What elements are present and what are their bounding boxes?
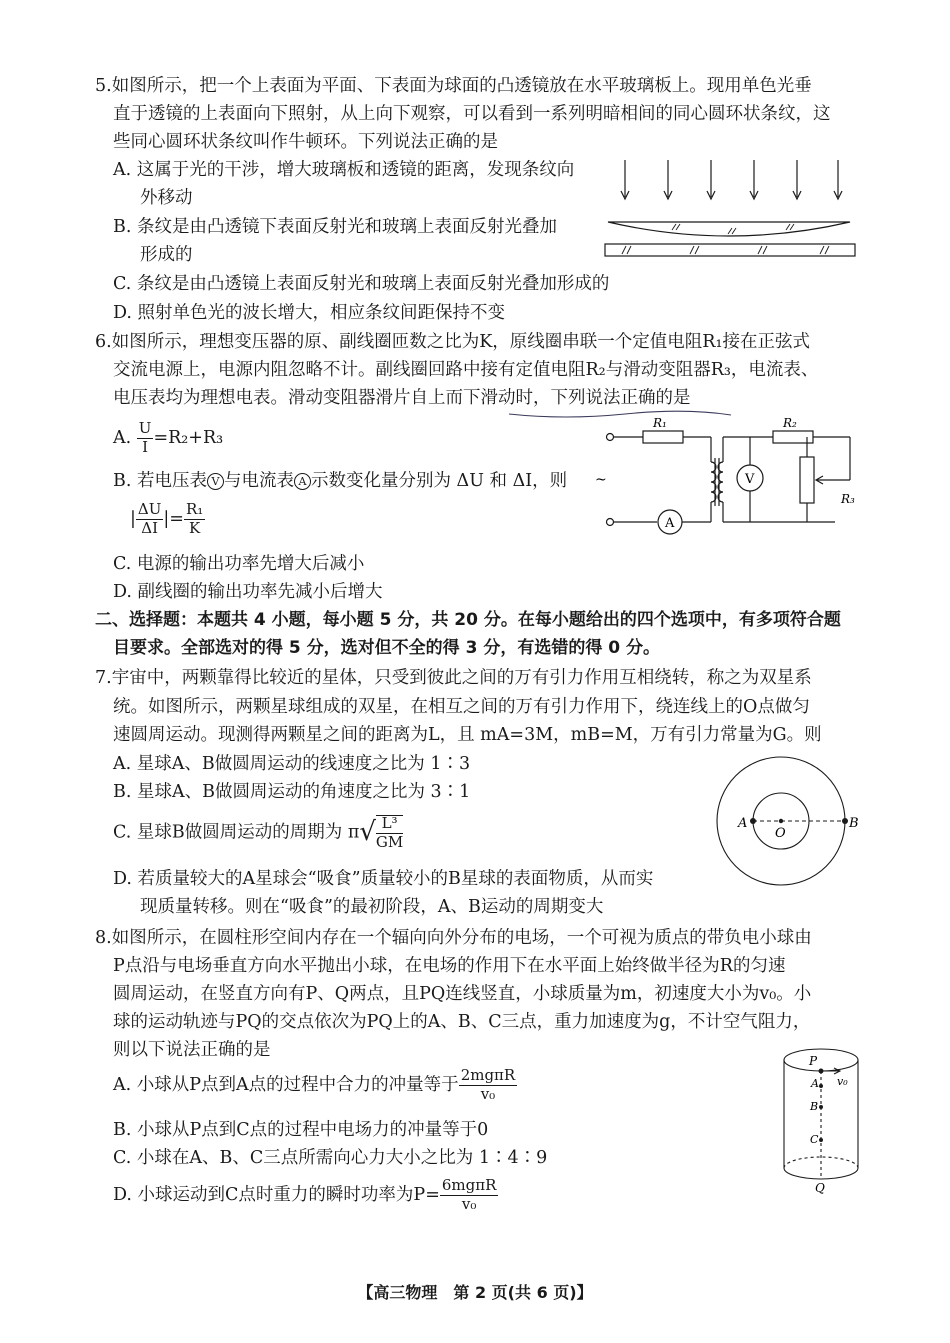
q5-stem-line-1: 5.如图所示，把一个上表面为平面、下表面为球面的凸透镜放在水平玻璃板上。现用单色光垂 xyxy=(95,76,812,96)
q8-stem-line-4: 球的运动轨迹与PQ的交点依次为PQ上的A、B、C三点，重力加速度为g，不计空气阻力， xyxy=(113,1012,811,1032)
q6-option-c: C. 电源的输出功率先增大后减小 xyxy=(113,554,365,574)
star-a-label: A xyxy=(738,816,748,831)
q8-stem-line-5: 则以下说法正确的是 xyxy=(113,1040,271,1060)
light-arrows xyxy=(621,160,842,199)
q7-option-a: A. 星球A、B做圆周运动的线速度之比为 1∶3 xyxy=(113,754,471,774)
q8-option-c: C. 小球在A、B、C三点所需向心力大小之比为 1∶4∶9 xyxy=(113,1148,548,1168)
ammeter-label: A xyxy=(665,516,675,531)
r1-label: R₁ xyxy=(653,416,667,430)
q5-option-d: D. 照射单色光的波长增大，相应条纹间距保持不变 xyxy=(113,303,506,323)
q6-option-a: A. $\frac{U}{I}$ =R₂+R₃ xyxy=(113,419,224,456)
q6-option-b-formula: | $\frac{\Delta U}{\Delta I}$ |= $\frac{\text{R₁}}{K}$ xyxy=(130,500,204,537)
q6-stem-line-1: 6.如图所示，理想变压器的原、副线圈匝数之比为K，原线圈串联一个定值电阻R₁接在正弦式 xyxy=(95,332,810,352)
q6-option-b: B. 若电压表 V 与电流表 A 示数变化量分别为 ΔU 和 ΔI，则 xyxy=(113,471,568,491)
q5-option-b: B. 条纹是由凸透镜下表面反射光和玻璃上表面反射光叠加 xyxy=(113,217,557,237)
q5-option-c: C. 条纹是由凸透镜上表面反射光和玻璃上表面反射光叠加形成的 xyxy=(113,274,610,294)
voltmeter-label: V xyxy=(745,472,755,487)
q7-option-c: C. 星球B做圆周运动的周期为 π√ $\frac{\text{L³}}{GM}$ xyxy=(113,814,404,851)
q6-stem-line-2: 交流电源上，电源内阻忽略不计。副线圈回路中接有定值电阻R₂与滑动变阻器R₃，电流表、 xyxy=(113,360,819,380)
q8-option-a: A. 小球从P点到A点的过程中合力的冲量等于 $\frac{\text{2mgπR}}{\text{v₀}}$ xyxy=(113,1066,516,1103)
q8-option-d: D. 小球运动到C点时重力的瞬时功率为P= $\frac{\text{6mgπR}}{\text{v₀}}$ xyxy=(113,1176,497,1213)
binary-star-diagram xyxy=(715,745,865,900)
q5-option-a-cont: 外移动 xyxy=(140,188,193,208)
q6-stem-line-3: 电压表均为理想电表。滑动变阻器滑片自上而下滑动时，下列说法正确的是 xyxy=(113,388,691,408)
point-c-label: C xyxy=(810,1133,819,1146)
section-2-heading-cont: 目要求。全部选对的得 5 分，选对但不全的得 3 分，有选错的得 0 分。 xyxy=(113,638,660,658)
newton-rings-diagram xyxy=(600,155,860,265)
q5-stem-line-2: 直于透镜的上表面向下照射，从上向下观察，可以看到一系列明暗相间的同心圆环状条纹，这 xyxy=(113,104,831,124)
ammeter-symbol: A xyxy=(294,473,311,490)
page-footer: 【高三物理 第 2 页(共 6 页)】 xyxy=(357,1283,593,1302)
q8-stem-line-1: 8.如图所示，在圆柱形空间内存在一个辐向向外分布的电场，一个可视为质点的带负电小球由 xyxy=(95,928,812,948)
section-2-heading: 二、选择题：本题共 4 小题，每小题 5 分，共 20 分。在每小题给出的四个选项中，有多项符合题 xyxy=(95,610,841,630)
point-a-label: A xyxy=(811,1077,819,1090)
point-b-label: B xyxy=(810,1100,819,1113)
r3-label: R₃ xyxy=(841,492,855,506)
voltmeter-symbol: V xyxy=(207,473,224,490)
q8-stem-line-3: 圆周运动，在竖直方向有P、Q两点，且PQ连线竖直，小球质量为m，初速度大小为v₀。小 xyxy=(113,984,812,1004)
q5-stem-line-3: 些同心圆环状条纹叫作牛顿环。下列说法正确的是 xyxy=(113,132,498,152)
point-p-label: P xyxy=(809,1054,818,1068)
q8-option-b: B. 小球从P点到C点的过程中电场力的冲量等于0 xyxy=(113,1120,489,1140)
center-o-label: O xyxy=(775,826,786,841)
point-q-label: Q xyxy=(815,1181,825,1195)
q5-option-b-cont: 形成的 xyxy=(140,245,193,265)
convex-lens xyxy=(608,222,850,236)
transformer-circuit-diagram xyxy=(595,412,865,540)
q7-stem-line-1: 7.宇宙中，两颗靠得比较近的星体，只受到彼此之间的万有引力作用互相绕转，称之为双星系 xyxy=(95,668,812,688)
cylinder-field-diagram xyxy=(775,1040,875,1195)
q7-stem-line-3: 速圆周运动。现测得两颗星之间的距离为L，且 mA=3M，mB=M，万有引力常量为G。则 xyxy=(113,725,822,745)
star-b-label: B xyxy=(849,816,859,831)
q7-option-d: D. 若质量较大的A星球会“吸食”质量较小的B星球的表面物质，从而实 xyxy=(113,869,654,889)
q6-option-d: D. 副线圈的输出功率先减小后增大 xyxy=(113,582,383,602)
r2-label: R₂ xyxy=(783,416,797,430)
velocity-label: v₀ xyxy=(837,1075,848,1088)
q7-stem-line-2: 统。如图所示，两颗星球组成的双星，在相互之间的万有引力作用下，绕连线上的O点做匀 xyxy=(113,697,810,717)
q8-stem-line-2: P点沿与电场垂直方向水平抛出小球，在电场的作用下在水平面上始终做半径为R的匀速 xyxy=(113,956,786,976)
glass-plate xyxy=(605,244,855,256)
q7-option-b: B. 星球A、B做圆周运动的角速度之比为 3∶1 xyxy=(113,782,471,802)
ac-source-symbol: ~ xyxy=(595,472,607,488)
q7-option-d-cont: 现质量转移。则在“吸食”的最初阶段，A、B运动的周期变大 xyxy=(140,897,604,917)
q5-option-a: A. 这属于光的干涉，增大玻璃板和透镜的距离，发现条纹向 xyxy=(113,160,575,180)
